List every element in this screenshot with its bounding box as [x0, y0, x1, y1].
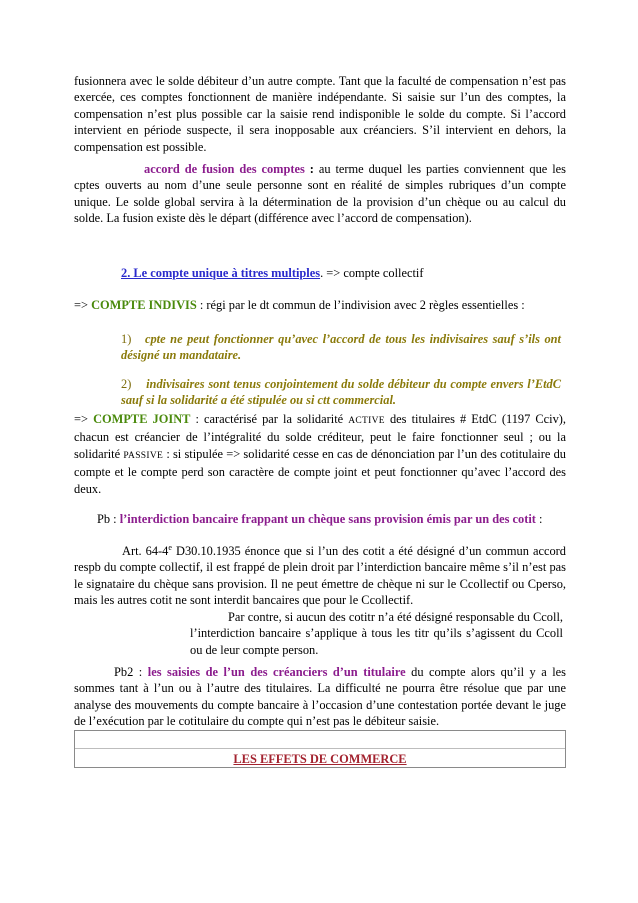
fusion-text: au terme duquel les parties conviennent que les cptes ouverts au nom d’une seule personne sont en réalité de simples rubriques d’un compte unique. Le solde global servira à la détermination de la provision d’un chèque ou au calcul du solde. La fusion existe dès le départ (différence avec l’accord de compensation). — [74, 162, 566, 226]
joint-text-3: : si stipulée => solidarité cesse en cas de dénonciation par l’un des cotitulaire du compte et le compte perd son caractère de compte joint et peut fonctionner qu’avec l’accord des deux. — [74, 446, 566, 496]
rule-number: 1) — [121, 332, 132, 346]
paragraph-joint — [74, 411, 566, 497]
section-heading — [121, 265, 561, 282]
indivis-term: COMPTE INDIVIS — [91, 298, 197, 312]
rule-item — [121, 376, 561, 409]
rule-text: indivisaires sont tenus conjointement du solde débiteur du compte envers l’EtdC sauf si la solidarité a été stipulée ou si ctt commercial. — [121, 377, 561, 408]
section-title-rest: . => compte collectif — [320, 266, 424, 280]
joint-prefix: => — [74, 412, 94, 426]
passive-label: PASSIVE — [123, 450, 164, 461]
article-sup: e — [168, 542, 172, 552]
paragraph-text: fusionnera avec le solde débiteur d’un autre compte. Tant que la faculté de compensation n’est pas exercée, ces comptes fonctionnent de manière indépendante. Si saisie sur l’un des comptes, la compensation n’est plus possible car la saisie rend indisponible le solde du compte. Si l’accord intervient en période suspecte, il sera inopposable aux créanciers. S’il intervient en dehors, la compensation est possible. — [74, 74, 566, 154]
section-title-link[interactable]: 2. Le compte unique à titres multiples — [121, 266, 321, 280]
paragraph-pb2 — [74, 664, 566, 730]
pb-term: l’interdiction bancaire frappant un chèque sans provision émis par un des cotit — [119, 512, 536, 526]
indivis-prefix: => — [74, 298, 92, 312]
paragraph-article — [74, 543, 566, 609]
par-contre-text: Par contre, si aucun des cotitr n’a été désigné responsable du Ccoll, l’interdiction bancaire s’applique à tous les titr qu’ils s’agissent du Ccoll ou de leur compte person. — [190, 610, 563, 657]
article-ref: Art. 64-4 — [122, 544, 169, 558]
problem-heading — [97, 511, 567, 528]
pb2-term: les saisies de l’un des créanciers d’un titulaire — [147, 665, 406, 679]
rule-text: cpte ne peut fonctionner qu’avec l’accord de tous les indivisaires sauf s’ils ont désigné un mandataire. — [121, 332, 561, 363]
joint-term: COMPTE JOINT — [93, 412, 191, 426]
joint-text-2: des titulaires # EtdC (1197 Cciv), chacun est créancier de l’intégralité du solde créditeur, peut le faire fonctionner seul ; ou la solidarité — [74, 412, 567, 461]
divider-line — [75, 748, 565, 749]
rule-item — [121, 331, 561, 364]
rule-number: 2) — [121, 377, 132, 391]
paragraph-fusion — [74, 161, 566, 227]
pb2-prefix: Pb2 : — [114, 665, 148, 679]
fusion-colon: : — [304, 162, 314, 176]
indivis-text: : régi par le dt commun de l’indivision avec 2 règles essentielles : — [196, 298, 525, 312]
active-label: ACTIVE — [348, 416, 385, 426]
fusion-term: accord de fusion des comptes — [144, 162, 305, 176]
paragraph-par-contre — [190, 609, 563, 658]
article-text: D30.10.1935 énonce que si l’un des cotit a été désigné d’un commun accord respb du compte collectif, il est frappé de plein droit par l’interdiction bancaire même s’il n’est pas le signataire du chèque sans provision. Il ne peut émettre de chèque ni sur le Ccollectif ou Cperso, mais les autres cotit ne sont interdit bancaires que pour le Ccollectif. — [74, 544, 566, 608]
effets-title: LES EFFETS DE COMMERCE — [233, 752, 407, 766]
joint-text-1: : caractérisé par la solidarité — [190, 412, 349, 426]
pb-prefix: Pb : — [97, 512, 120, 526]
paragraph-indivis — [74, 297, 566, 314]
pb-suffix: : — [535, 512, 543, 526]
paragraph-compensation — [74, 73, 566, 155]
pb2-text: du compte alors qu’il y a les sommes tant à l’un ou à l’autre des titulaires. La difficulté ne pourra être résolue que par une analyse des mouvements du compte bancaire à l’occasion d’une contestation portée devant le juge de l’exécution par le cotitulaire du compte qui n’est pas le débiteur saisie. — [74, 665, 567, 729]
section-divider-box — [74, 730, 566, 768]
